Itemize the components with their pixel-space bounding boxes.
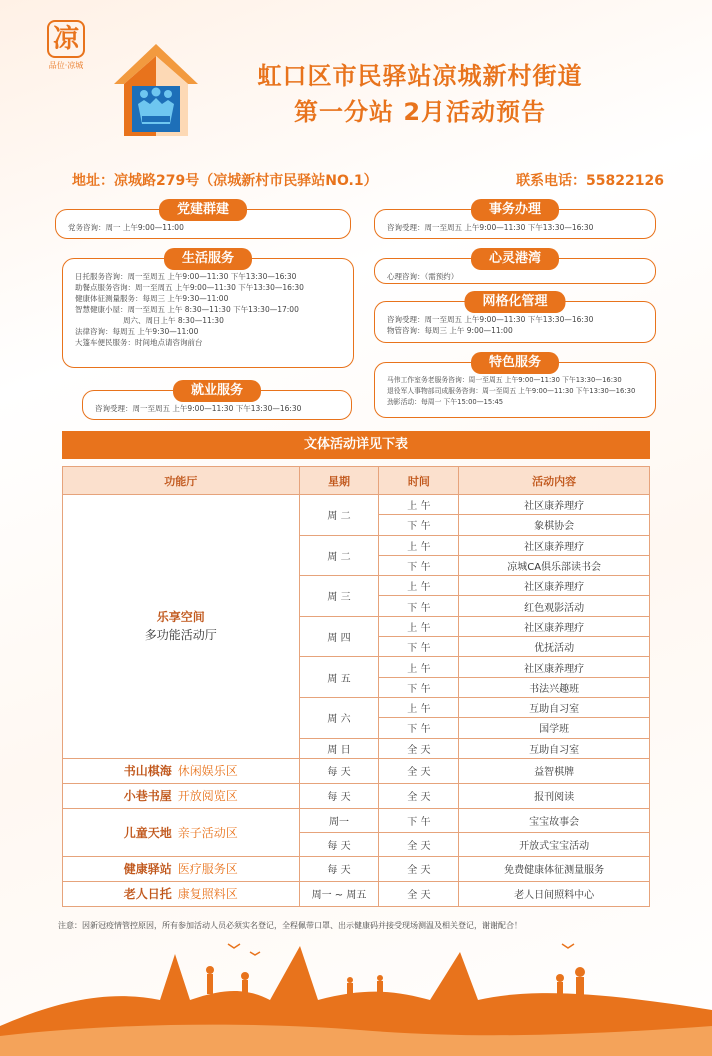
time-cell: 全 天 xyxy=(379,856,459,881)
table-row xyxy=(63,495,650,515)
service-title-grid: 网格化管理 xyxy=(464,291,565,313)
service-line: 周六、周日上午 8:30—11:30 xyxy=(123,316,224,325)
activity-cell: 社区康养理疗 xyxy=(459,576,650,596)
service-line: 健康体征测量服务：每周三 上午9:30—11:00 xyxy=(75,294,229,303)
service-title-special: 特色服务 xyxy=(471,352,559,374)
service-line: 助餐点服务咨询：周一至周五 上午9:00—11:30 下午13:30—16:30 xyxy=(75,283,304,292)
activity-cell: 宝宝故事会 xyxy=(459,808,650,832)
activity-cell: 社区康养理疗 xyxy=(459,616,650,636)
column-header: 功能厅 xyxy=(63,467,300,495)
service-line: 咨询受理：周一至周五 上午9:00—11:30 下午13:30—16:30 xyxy=(387,315,594,324)
day-cell: 周 二 xyxy=(299,495,379,536)
brand-logo-glyph: 凉 xyxy=(47,20,85,58)
service-line: 日托服务咨询：周一至周五 上午9:00—11:30 下午13:30—16:30 xyxy=(75,272,297,281)
time-cell: 上 午 xyxy=(379,576,459,596)
time-cell: 下 午 xyxy=(379,677,459,697)
column-header: 星期 xyxy=(299,467,379,495)
hall-name: 健康驿站 xyxy=(123,862,172,877)
station-house-logo xyxy=(112,42,200,138)
column-header: 时间 xyxy=(379,467,459,495)
activity-cell: 社区康养理疗 xyxy=(459,657,650,677)
service-heart xyxy=(374,251,656,284)
address-text: 地址：凉城路279号（凉城新村市民驿站NO.1） xyxy=(72,173,378,189)
hall-cell xyxy=(63,758,300,783)
time-cell: 全 天 xyxy=(379,758,459,783)
time-cell: 上 午 xyxy=(379,495,459,515)
hall-cell xyxy=(63,881,300,906)
brand-logo xyxy=(44,20,88,72)
time-cell: 全 天 xyxy=(379,832,459,856)
activity-cell: 互助自习室 xyxy=(459,738,650,758)
activity-cell: 书法兴趣班 xyxy=(459,677,650,697)
service-party xyxy=(55,202,351,239)
day-cell: 周一 ~ 周五 xyxy=(299,881,379,906)
hall-cell xyxy=(63,783,300,808)
service-line: 物管咨询：每周三 上午 9:00—11:00 xyxy=(387,326,513,335)
activity-cell: 免费健康体征测量服务 xyxy=(459,856,650,881)
hall-name: 书山棋海 xyxy=(123,764,172,779)
day-cell: 每 天 xyxy=(299,832,379,856)
activity-cell: 红色观影活动 xyxy=(459,596,650,616)
service-job xyxy=(82,383,352,420)
time-cell: 上 午 xyxy=(379,616,459,636)
hall-name: 小巷书屋 xyxy=(123,789,172,804)
time-cell: 上 午 xyxy=(379,697,459,717)
activity-cell: 国学班 xyxy=(459,718,650,738)
service-title-party: 党建群建 xyxy=(159,199,247,221)
hall-name: 老人日托 xyxy=(123,887,172,902)
activity-cell: 报刊阅读 xyxy=(459,783,650,808)
service-line: 咨询受理：周一至周五 上午9:00—11:30 下午13:30—16:30 xyxy=(387,223,594,232)
column-header: 活动内容 xyxy=(459,467,650,495)
service-title-job: 就业服务 xyxy=(173,380,261,402)
activity-cell: 优抚活动 xyxy=(459,637,650,657)
day-cell: 每 天 xyxy=(299,783,379,808)
activity-cell: 社区康养理疗 xyxy=(459,535,650,555)
service-line: 智慧健康小屋：周一至周五 上午 8:30—11:30 下午13:30—17:00 xyxy=(75,305,299,314)
time-cell: 下 午 xyxy=(379,637,459,657)
table-row xyxy=(63,856,650,881)
time-cell: 全 天 xyxy=(379,783,459,808)
hall-cell xyxy=(63,495,300,759)
day-cell: 周 二 xyxy=(299,535,379,576)
contact-info xyxy=(72,170,664,190)
activity-table xyxy=(62,466,650,907)
time-cell: 上 午 xyxy=(379,657,459,677)
service-affairs xyxy=(374,202,656,239)
title-line2: 第一分站 2月活动预告 xyxy=(293,98,547,126)
hall-subname: 亲子活动区 xyxy=(177,825,238,840)
day-cell: 周 四 xyxy=(299,616,379,657)
hall-subname: 多功能活动厅 xyxy=(144,628,217,643)
service-title-life: 生活服务 xyxy=(164,248,252,270)
service-title-heart: 心灵港湾 xyxy=(471,248,559,270)
service-line: 咨询受理：周一至周五 上午9:00—11:30 下午13:30—16:30 xyxy=(95,404,302,413)
hall-subname: 康复照料区 xyxy=(177,887,238,902)
activity-cell: 互助自习室 xyxy=(459,697,650,717)
activity-cell: 社区康养理疗 xyxy=(459,495,650,515)
time-cell: 上 午 xyxy=(379,535,459,555)
time-cell: 下 午 xyxy=(379,718,459,738)
notice-text: 注意：因新冠疫情管控原因，所有参加活动人员必须实名登记，全程佩带口罩、出示健康码并接受现场测温及相关登记，谢谢配合！ xyxy=(58,921,522,930)
service-line: 劲影活动：每周一 下午15:00—15:45 xyxy=(387,398,504,406)
service-line: 马伟工作室务老服务咨询：周一至周五 上午9:00—11:30 下午13:30—16:30 xyxy=(387,376,622,384)
hall-subname: 休闲娱乐区 xyxy=(177,764,238,779)
day-cell: 周一 xyxy=(299,808,379,832)
hall-cell xyxy=(63,856,300,881)
service-line: 法律咨询：每周五 上午9:30—11:00 xyxy=(75,327,199,336)
table-row xyxy=(63,758,650,783)
hall-name: 儿童天地 xyxy=(123,825,172,840)
day-cell: 周 五 xyxy=(299,657,379,698)
activity-table-title: 文体活动详见下表 xyxy=(62,431,650,459)
table-row xyxy=(63,881,650,906)
brand-tagline: 品位·凉城 xyxy=(48,61,84,70)
table-row xyxy=(63,783,650,808)
service-special xyxy=(374,355,656,418)
service-line: 心理咨询：（需预约） xyxy=(387,272,459,281)
day-cell: 每 天 xyxy=(299,758,379,783)
day-cell: 周 六 xyxy=(299,697,379,738)
hall-name: 乐享空间 xyxy=(156,610,205,625)
time-cell: 下 午 xyxy=(379,808,459,832)
time-cell: 全 天 xyxy=(379,881,459,906)
time-cell: 下 午 xyxy=(379,596,459,616)
service-grid xyxy=(374,294,656,343)
activity-cell: 益智棋牌 xyxy=(459,758,650,783)
day-cell: 周 三 xyxy=(299,576,379,617)
page-title xyxy=(210,58,630,130)
time-cell: 下 午 xyxy=(379,555,459,575)
hall-subname: 开放阅览区 xyxy=(177,789,238,804)
service-line: 大篷车便民服务：时间地点请咨询前台 xyxy=(75,338,203,347)
decorative-skyline xyxy=(0,930,712,1056)
activity-cell: 老人日间照料中心 xyxy=(459,881,650,906)
activity-cell: 象棋协会 xyxy=(459,515,650,535)
hall-subname: 医疗服务区 xyxy=(177,862,238,877)
table-header-row xyxy=(63,467,650,495)
table-row xyxy=(63,808,650,832)
service-title-affairs: 事务办理 xyxy=(471,199,559,221)
hall-cell xyxy=(63,808,300,856)
activity-cell: 凉城CA俱乐部读书会 xyxy=(459,555,650,575)
phone-text: 联系电话：55822126 xyxy=(516,173,664,189)
service-line: 退役军人事物部司成服务咨询：周一至周五 上午9:00—11:30 下午13:30—16:30 xyxy=(387,387,636,395)
day-cell: 每 天 xyxy=(299,856,379,881)
day-cell: 周 日 xyxy=(299,738,379,758)
service-line: 党务咨询：周一 上午9:00—11:00 xyxy=(68,223,184,232)
time-cell: 全 天 xyxy=(379,738,459,758)
title-line1: 虹口区市民驿站凉城新村街道 xyxy=(257,62,583,90)
activity-cell: 开放式宝宝活动 xyxy=(459,832,650,856)
time-cell: 下 午 xyxy=(379,515,459,535)
service-life xyxy=(62,251,354,368)
